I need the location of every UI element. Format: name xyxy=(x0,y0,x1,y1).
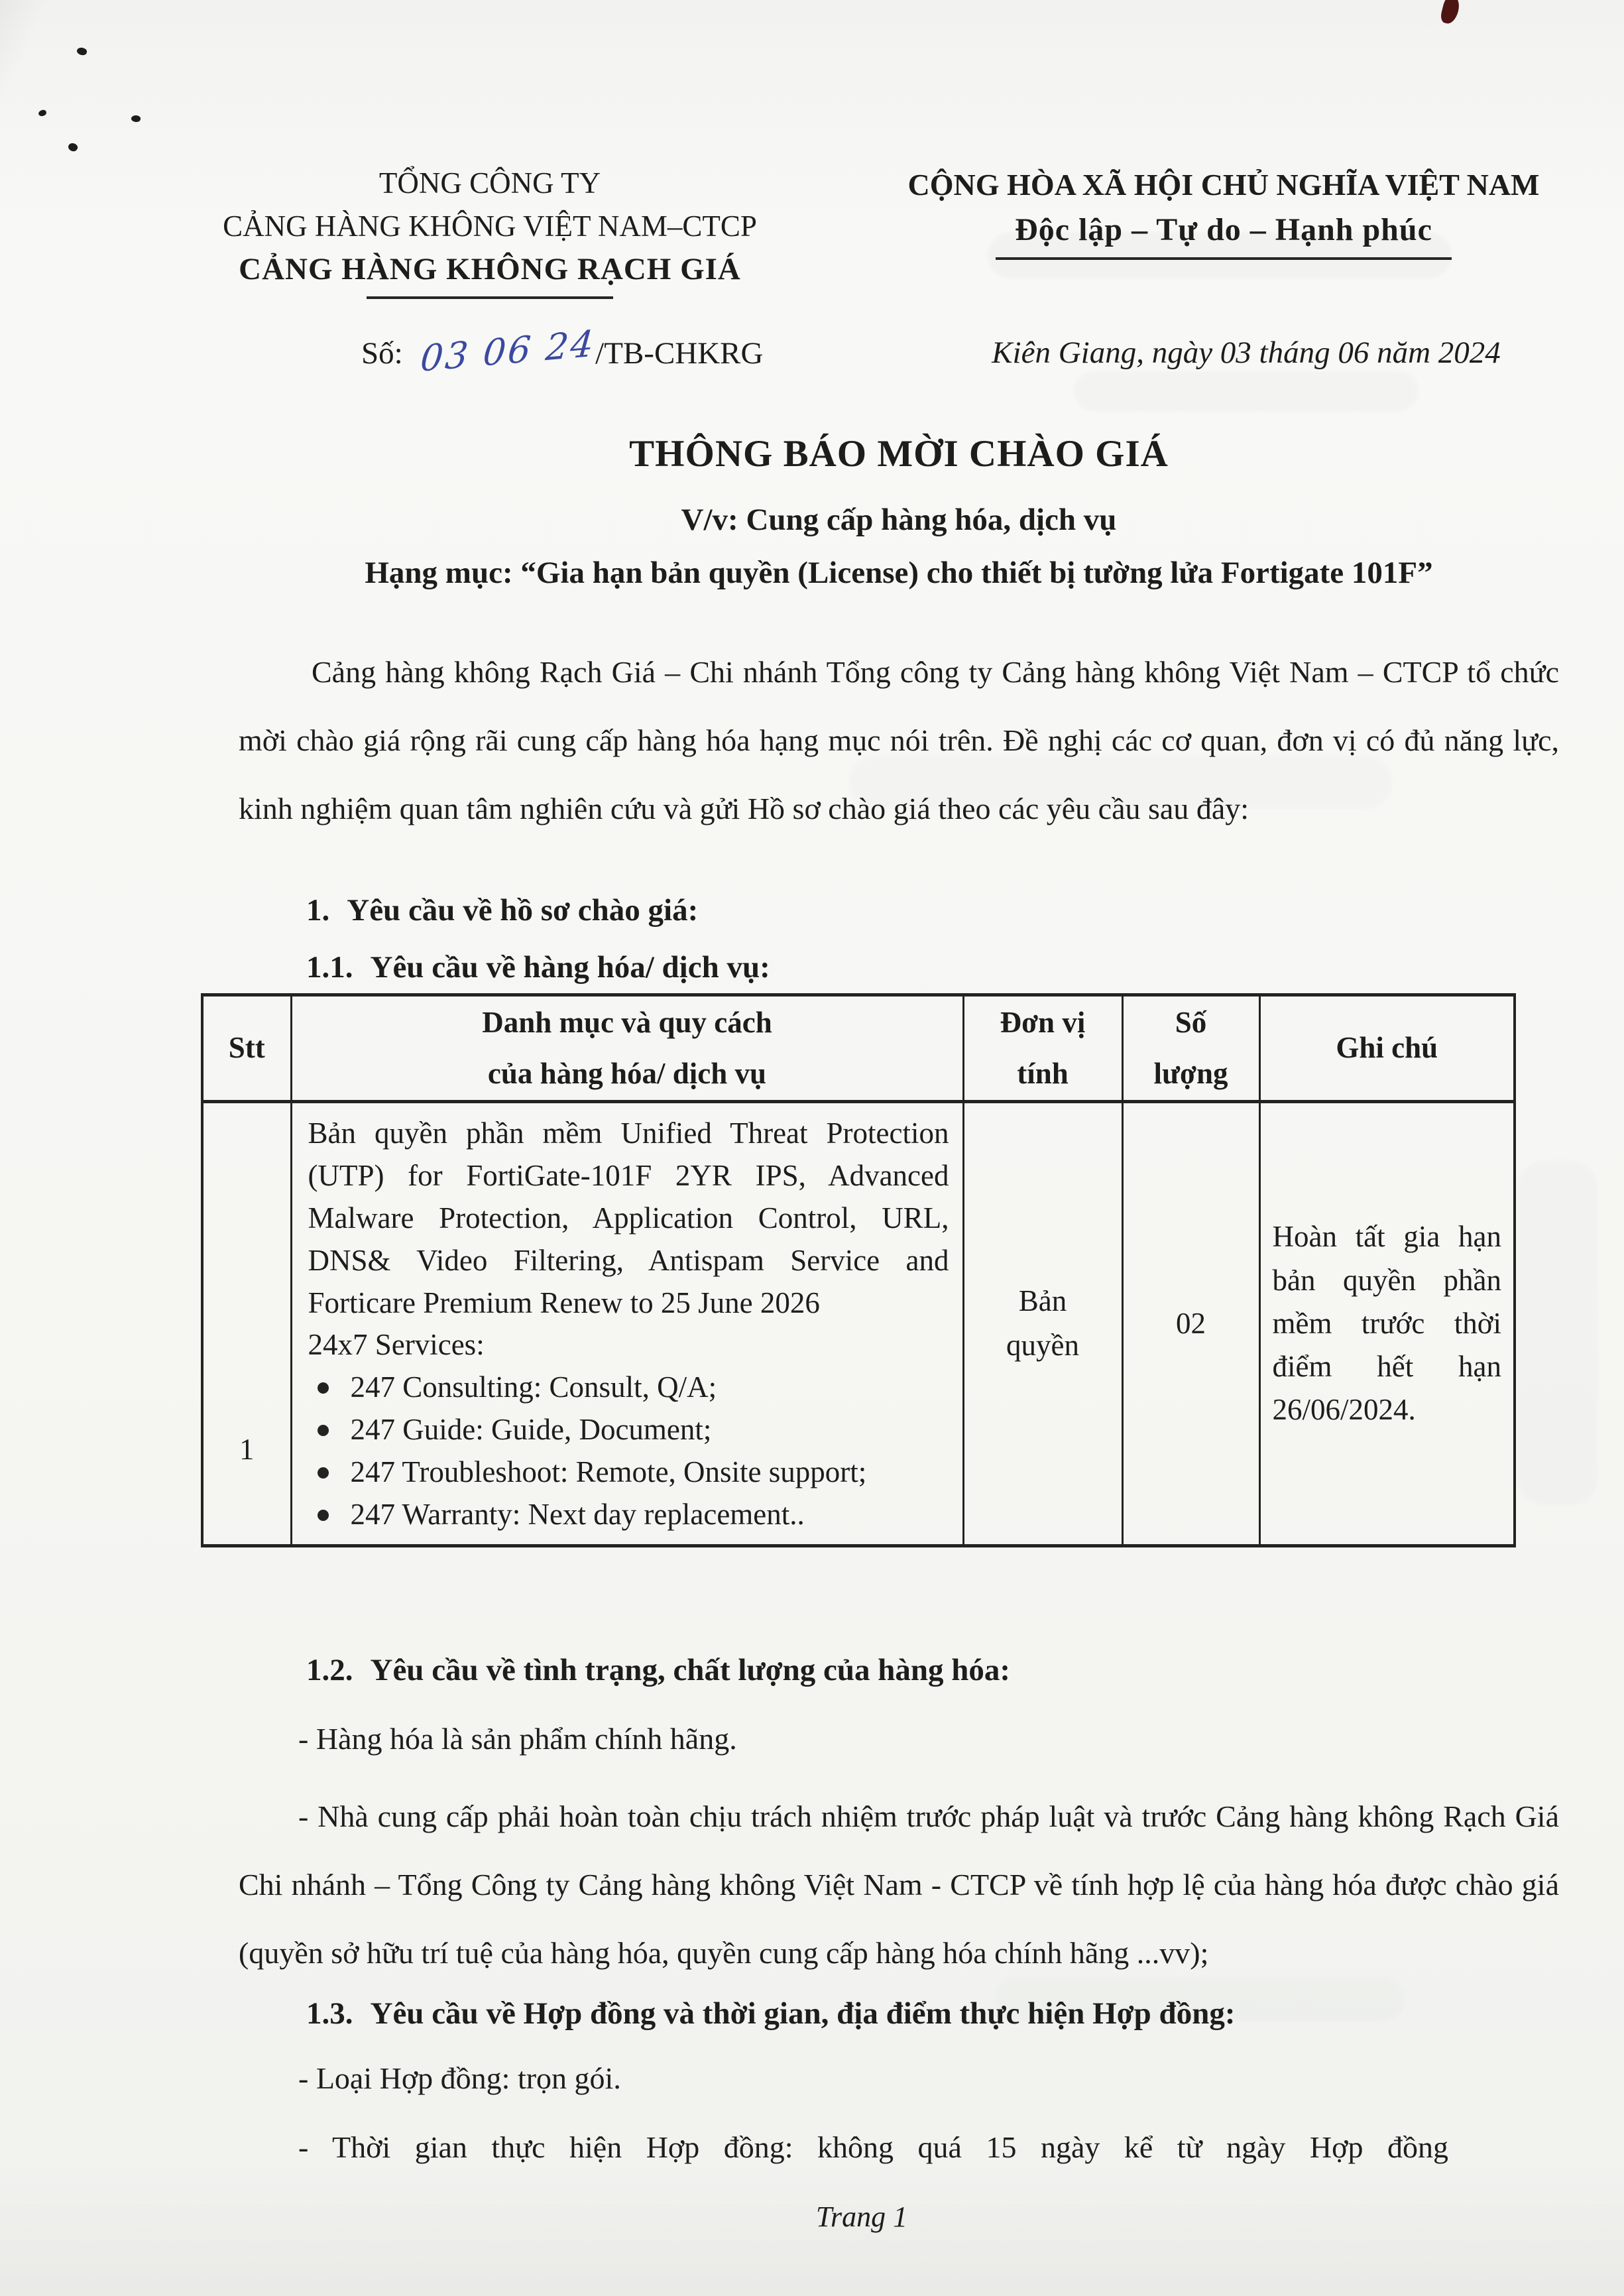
col-header-quantity xyxy=(1122,995,1259,1102)
service-bullet: 247 Consulting: Consult, Q/A; xyxy=(308,1366,949,1409)
issuer-underline xyxy=(367,296,613,299)
issuer-parent-company: TỔNG CÔNG TY xyxy=(378,166,601,200)
section-1-3-item-a: - Loại Hợp đồng: trọn gói. xyxy=(298,2061,621,2095)
section-1-1-number: 1.1. xyxy=(306,950,353,985)
place-date-line: Kiên Giang, ngày 03 tháng 06 năm 2024 xyxy=(992,335,1501,370)
page-number: Trang 1 xyxy=(815,2201,908,2233)
col-header-stt: Stt xyxy=(202,995,291,1102)
goods-table xyxy=(201,993,1516,1547)
section-1-2-item-b: - Nhà cung cấp phải hoàn toàn chịu trách nhiệm trước pháp luật và trước Cảng hàng không Rạch Giá Chi nhánh – Tổng Công ty Cảng hàng không Việt Nam - CTCP về tính hợp lệ của hàng hóa được chào giá (quyền sở hữu trí tuệ của hàng hóa, quyền cung cấp hàng hóa chính hãng ...vv); xyxy=(239,1799,1559,1970)
document-number-handwritten: 03 06 24 xyxy=(418,322,597,380)
col-header-unit-line2: tính xyxy=(1017,1057,1069,1090)
cell-description xyxy=(291,1102,963,1546)
col-header-note: Ghi chú xyxy=(1259,995,1515,1102)
ink-speck xyxy=(131,115,141,123)
col-header-description-line1: Danh mục và quy cách xyxy=(482,1005,772,1039)
issuer-name: CẢNG HÀNG KHÔNG RẠCH GIÁ xyxy=(239,252,741,286)
title-block xyxy=(239,432,1559,591)
section-1-number: 1. xyxy=(306,893,330,928)
col-header-quantity-line1: Số xyxy=(1175,1005,1207,1039)
description-paragraph: Bản quyền phần mềm Unified Threat Protection (UTP) for FortiGate-101F 2YR IPS, Advanced Malware Protection, Application Control, URL, DNS& Video Filtering, Antispam Service and Forticare Premium Renew to 25 June 2026 xyxy=(308,1117,949,1319)
motto-underline xyxy=(996,257,1452,260)
table-row xyxy=(202,1102,1515,1546)
document-number-line xyxy=(361,322,764,380)
section-1-2-number: 1.2. xyxy=(306,1653,353,1687)
section-1-3-title: Yêu cầu về Hợp đồng và thời gian, địa điểm thực hiện Hợp đồng: xyxy=(370,1996,1236,2031)
issuer-block xyxy=(184,166,795,299)
section-1-1-title: Yêu cầu về hàng hóa/ dịch vụ: xyxy=(370,950,770,985)
section-1-3-number: 1.3. xyxy=(306,1996,353,2031)
section-1-2-title: Yêu cầu về tình trạng, chất lượng của hàng hóa: xyxy=(370,1653,1011,1687)
col-header-quantity-line2: lượng xyxy=(1153,1057,1228,1090)
cell-quantity: 02 xyxy=(1122,1102,1259,1546)
section-1-2-item-a: - Hàng hóa là sản phẩm chính hãng. xyxy=(298,1722,737,1756)
col-header-description-line2: của hàng hóa/ dịch vụ xyxy=(487,1057,767,1090)
services-label: 24x7 Services: xyxy=(308,1328,485,1362)
service-bullet: 247 Guide: Guide, Document; xyxy=(308,1409,949,1451)
intro-paragraph: Cảng hàng không Rạch Giá – Chi nhánh Tổng công ty Cảng hàng không Việt Nam – CTCP tổ chức mời chào giá rộng rãi cung cấp hàng hóa hạng mục nói trên. Đề nghị các cơ quan, đơn vị có đủ năng lực, kinh nghiệm quan tâm nghiên cứu và gửi Hồ sơ chào giá theo các yêu cầu sau đây: xyxy=(239,655,1559,826)
table-header-row xyxy=(202,995,1515,1102)
section-1-2-heading xyxy=(306,1652,1010,1688)
cell-unit: Bản quyền xyxy=(963,1102,1122,1546)
document-title: THÔNG BÁO MỜI CHÀO GIÁ xyxy=(629,433,1169,475)
ink-speck xyxy=(67,141,79,152)
national-title: CỘNG HÒA XÃ HỘI CHỦ NGHĨA VIỆT NAM xyxy=(907,168,1540,202)
section-1-1-heading xyxy=(306,949,770,985)
document-item-line: Hạng mục: “Gia hạn bản quyền (License) cho thiết bị tường lửa Fortigate 101F” xyxy=(365,556,1433,590)
service-bullet-list xyxy=(308,1366,949,1536)
cell-stt: 1 xyxy=(202,1102,291,1546)
section-1-3-heading xyxy=(306,1996,1235,2031)
national-header-block xyxy=(872,167,1575,260)
section-1-title: Yêu cầu về hồ sơ chào giá: xyxy=(347,893,699,928)
col-header-description xyxy=(291,995,963,1102)
cell-note: Hoàn tất gia hạn bản quyền phần mềm trước thời điểm hết hạn 26/06/2024. xyxy=(1259,1102,1515,1546)
national-motto: Độc lập – Tự do – Hạnh phúc xyxy=(1015,212,1432,247)
issuer-corporation: CẢNG HÀNG KHÔNG VIỆT NAM–CTCP xyxy=(223,210,757,243)
scan-blotch xyxy=(1074,371,1419,411)
scan-blotch xyxy=(1518,1160,1597,1505)
col-header-unit-line1: Đơn vị xyxy=(1000,1005,1086,1039)
section-1-3-item-b: - Thời gian thực hiện Hợp đồng: không quá 15 ngày kể từ ngày Hợp đồng xyxy=(298,2130,1448,2164)
red-ink-mark xyxy=(1439,0,1461,25)
document-number-suffix: /TB-CHKRG xyxy=(595,336,764,371)
section-1-heading xyxy=(306,892,698,928)
document-subject: V/v: Cung cấp hàng hóa, dịch vụ xyxy=(681,503,1117,537)
col-header-unit xyxy=(963,995,1122,1102)
service-bullet: 247 Troubleshoot: Remote, Onsite support; xyxy=(308,1451,949,1494)
document-number-label: Số: xyxy=(361,336,403,371)
ink-speck xyxy=(76,46,88,56)
ink-speck xyxy=(38,109,47,117)
service-bullet: 247 Warranty: Next day replacement.. xyxy=(308,1494,949,1536)
